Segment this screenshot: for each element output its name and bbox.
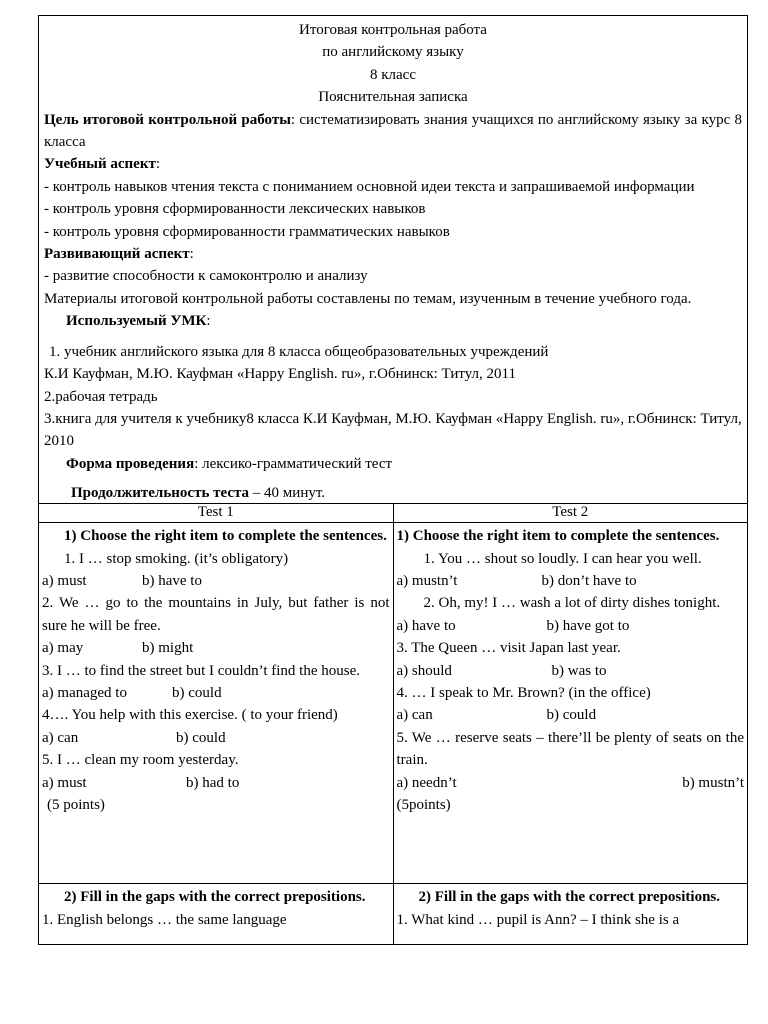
duration-label: Продолжительность теста — [71, 485, 250, 502]
test2-q3-options — [397, 660, 745, 682]
test1-q3-options — [42, 682, 390, 704]
test2-task1-title-text: 1) Choose the right item to complete the sentences. — [396, 528, 720, 545]
test1-q2-options — [42, 637, 390, 659]
test1-q3-option-a: a) managed to — [42, 684, 127, 701]
developing-label: Развивающий аспект — [44, 246, 190, 263]
test1-task2-cell — [39, 884, 394, 945]
educational-label: Учебный аспект — [44, 156, 156, 173]
test2-q2-options — [397, 615, 745, 637]
test1-header: Test 1 — [39, 504, 394, 523]
test2-q1-text: 1. You … shout so loudly. I can hear you well. — [423, 550, 702, 567]
test2-q2: 2. Oh, my! I … wash a lot of dirty dishes tonight. — [423, 595, 721, 612]
test1-q4: 4…. You help with this exercise. ( to your friend) — [42, 707, 338, 724]
test2-q1-option-a: a) mustn’t — [396, 572, 458, 589]
test2-points: (5points) — [396, 797, 451, 813]
doc-grade: 8 класс — [370, 66, 416, 83]
test2-task2-title — [397, 886, 745, 908]
test1-q1-option-a: a) must — [42, 572, 87, 589]
test2-task1-title — [397, 525, 745, 547]
test2-header: Test 2 — [393, 504, 748, 523]
test2-q4-option-a: a) can — [396, 707, 433, 724]
goal-paragraph — [44, 109, 742, 154]
test2-q2-option-b: b) have got to — [546, 617, 630, 634]
umk-item-3: 3.книга для учителя к учебнику8 класса К.И Кауфман, М.Ю. Кауфман «Happy English. ru», г.Обнинск: Титул, 2010 — [44, 410, 742, 450]
test-table — [38, 15, 748, 945]
test1-q4-options — [42, 727, 390, 749]
test1-q3: 3. I … to find the street but I couldn’t find the house. — [42, 662, 360, 679]
explanatory-note-cell — [39, 16, 748, 504]
test2-q3-option-b: b) was to — [551, 662, 607, 679]
educational-item-1: - контроль навыков чтения текста с пониманием основной идеи текста и запрашиваемой информации — [44, 178, 695, 195]
test1-q1-option-b: b) have to — [142, 572, 202, 589]
duration-paragraph — [44, 483, 742, 503]
test1-task1-cell — [39, 523, 394, 884]
umk-heading — [44, 310, 742, 332]
test1-q5-option-b: b) had to — [186, 774, 240, 791]
duration-text: – 40 минут. — [249, 485, 326, 502]
test2-q5-option-b: b) mustn’t — [682, 774, 744, 791]
test1-q2-option-b: b) might — [142, 640, 194, 657]
developing-heading — [44, 243, 742, 265]
test1-q5-options — [42, 772, 390, 794]
test2-q2-option-a: a) have to — [396, 617, 456, 634]
test2-q3-option-a: a) should — [396, 662, 452, 679]
test2-q5-options — [397, 772, 745, 794]
test1-q1: 1. I … stop smoking. (it’s obligatory) — [64, 550, 289, 567]
test1-q2: 2. We … go to the mountains in July, but father is not sure he will be free. — [42, 595, 390, 634]
test2-q4-options — [397, 704, 745, 726]
test1-points: (5 points) — [47, 797, 105, 813]
form-text: : лексико-грамматический тест — [194, 455, 393, 472]
test1-q1-options — [42, 570, 390, 592]
test1-task1-title-text: 1) Choose the right item to complete the sentences. — [64, 528, 387, 545]
developing-item: - развитие способности к самоконтролю и анализу — [44, 268, 368, 285]
test2-task2-title-text: 2) Fill in the gaps with the correct prepositions. — [418, 889, 721, 906]
umk-item-1b: К.И Кауфман, М.Ю. Кауфман «Happy English. ru», г.Обнинск: Титул, 2011 — [44, 366, 516, 383]
test1-q5: 5. I … clean my room yesterday. — [42, 752, 239, 769]
test1-q4-option-a: a) can — [42, 729, 79, 746]
goal-text: : систематизировать знания учащихся по английскому языку за курс 8 класса — [44, 111, 743, 151]
test1-task2-title-text: 2) Fill in the gaps with the correct prepositions. — [64, 889, 366, 906]
doc-title: Итоговая контрольная работа — [299, 22, 487, 38]
test1-q4-option-b: b) could — [176, 729, 226, 746]
test2-task1-cell — [393, 523, 748, 884]
test2-q1-option-b: b) don’t have to — [541, 572, 637, 589]
test1-q2-option-a: a) may — [42, 640, 84, 657]
doc-section-title: Пояснительная записка — [318, 89, 468, 106]
educational-colon: : — [155, 156, 161, 173]
test2-q1 — [397, 548, 745, 570]
test1-task2-q1: 1. English belongs … the same language — [42, 911, 287, 928]
document-sheet — [38, 15, 748, 945]
test2-task2-cell — [393, 884, 748, 945]
educational-item-2: - контроль уровня сформированности лексических навыков — [44, 201, 426, 218]
form-paragraph — [44, 453, 742, 475]
test2-q3: 3. The Queen … visit Japan last year. — [396, 640, 621, 657]
test1-q3-option-b: b) could — [172, 684, 222, 701]
umk-colon: : — [206, 313, 211, 330]
educational-heading — [44, 153, 742, 175]
test2-q4: 4. … I speak to Mr. Brown? (in the office) — [396, 684, 651, 701]
developing-colon: : — [189, 246, 194, 263]
test1-q5-option-a: a) must — [42, 774, 87, 791]
umk-item-1a: 1. учебник английского языка для 8 класса общеобразовательных учреждений — [49, 343, 549, 360]
test2-task2-q1: 1. What kind … pupil is Ann? – I think she is a — [396, 911, 680, 928]
materials-paragraph: Материалы итоговой контрольной работы составлены по темам, изученным в течение учебного года. — [44, 290, 692, 307]
educational-item-3: - контроль уровня сформированности грамматических навыков — [44, 223, 450, 240]
test1-task1-title — [42, 525, 390, 547]
test2-q4-option-b: b) could — [546, 707, 597, 724]
form-label: Форма проведения — [66, 455, 195, 472]
test1-task2-title — [42, 886, 390, 908]
umk-item-2: 2.рабочая тетрадь — [44, 388, 158, 405]
doc-subject: по английскому языку — [322, 44, 464, 61]
goal-label: Цель итоговой контрольной работы — [44, 111, 291, 128]
test2-q1-options — [397, 570, 745, 592]
test2-q5: 5. We … reserve seats – there’ll be plenty of seats on the train. — [396, 729, 744, 769]
test2-q5-option-a: a) needn’t — [396, 774, 457, 791]
umk-label: Используемый УМК — [66, 313, 207, 330]
